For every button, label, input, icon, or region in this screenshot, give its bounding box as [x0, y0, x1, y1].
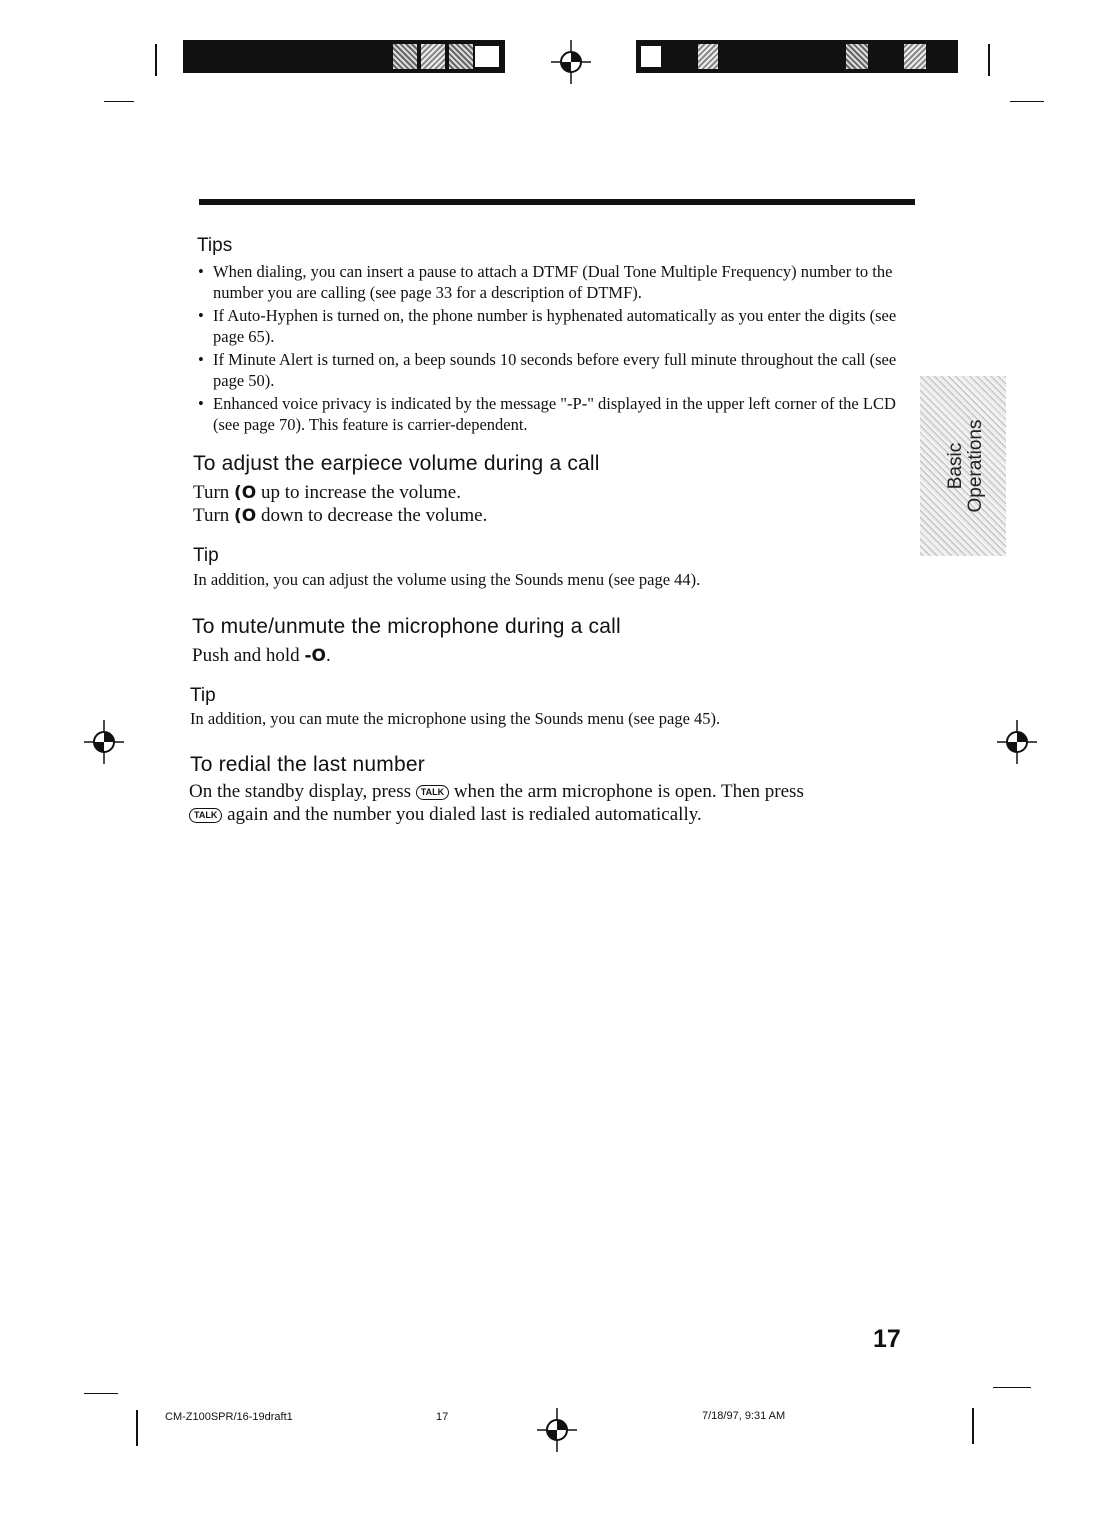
crop-mark — [84, 1393, 118, 1394]
talk-key-icon: TALK — [416, 785, 449, 800]
footer-doc-id: CM-Z100SPR/16-19draft1 — [165, 1411, 293, 1423]
header-rule — [199, 199, 915, 205]
mute-tip-text: In addition, you can mute the microphone using the Sounds menu (see page 45). — [190, 709, 721, 728]
redial-heading: To redial the last number — [190, 753, 425, 776]
registration-bar-left — [183, 40, 505, 73]
crop-mark — [155, 44, 157, 76]
registration-bar-right — [636, 40, 958, 73]
jog-dial-icon: (O — [234, 483, 257, 503]
redial-text: On the standby display, press TALK when the arm microphone is open. Then press TALK again and the number you dialed last is redialed automatically. — [189, 781, 804, 825]
crop-mark — [972, 1408, 974, 1444]
crosshair-icon — [551, 40, 591, 84]
tips-list — [198, 261, 908, 437]
crop-mark — [993, 1387, 1031, 1388]
list-item: • Enhanced voice privacy is indicated by the message "-P-" displayed in the upper left corner of the LCD (see page 70). This feature is carrier-dependent. — [198, 394, 896, 434]
earpiece-tip-heading: Tip — [193, 545, 219, 566]
tips-heading: Tips — [197, 235, 233, 256]
page-number: 17 — [873, 1325, 901, 1353]
crosshair-icon — [537, 1408, 577, 1452]
jog-push-icon: -O — [304, 646, 326, 666]
footer-timestamp: 7/18/97, 9:31 AM — [702, 1410, 786, 1422]
crop-mark — [136, 1410, 138, 1446]
earpiece-heading: To adjust the earpiece volume during a call — [193, 452, 600, 475]
talk-key-icon: TALK — [189, 808, 222, 823]
mute-heading: To mute/unmute the microphone during a call — [192, 615, 621, 638]
list-item: • When dialing, you can insert a pause to attach a DTMF (Dual Tone Multiple Frequency) number to the number you are calling (see page 33 for a description of DTMF). — [198, 262, 893, 302]
earpiece-line-down: Turn (O down to decrease the volume. — [193, 505, 488, 526]
crosshair-icon — [84, 720, 124, 764]
list-item: • If Auto-Hyphen is turned on, the phone number is hyphenated automatically as you enter the digits (see page 65). — [198, 306, 897, 346]
earpiece-tip-text: In addition, you can adjust the volume using the Sounds menu (see page 44). — [193, 570, 701, 589]
jog-dial-icon: (O — [234, 506, 257, 526]
crop-mark — [104, 101, 134, 102]
list-item: • If Minute Alert is turned on, a beep sounds 10 seconds before every full minute throughout the call (see page 50). — [198, 350, 897, 390]
earpiece-line-up: Turn (O up to increase the volume. — [193, 482, 461, 503]
mute-line: Push and hold -O. — [192, 645, 331, 666]
crosshair-icon — [997, 720, 1037, 764]
crop-mark — [1010, 101, 1044, 102]
crop-mark — [988, 44, 990, 76]
side-tab-label: Basic Operations — [945, 419, 986, 513]
footer-page: 17 — [436, 1411, 449, 1423]
mute-tip-heading: Tip — [190, 685, 216, 706]
